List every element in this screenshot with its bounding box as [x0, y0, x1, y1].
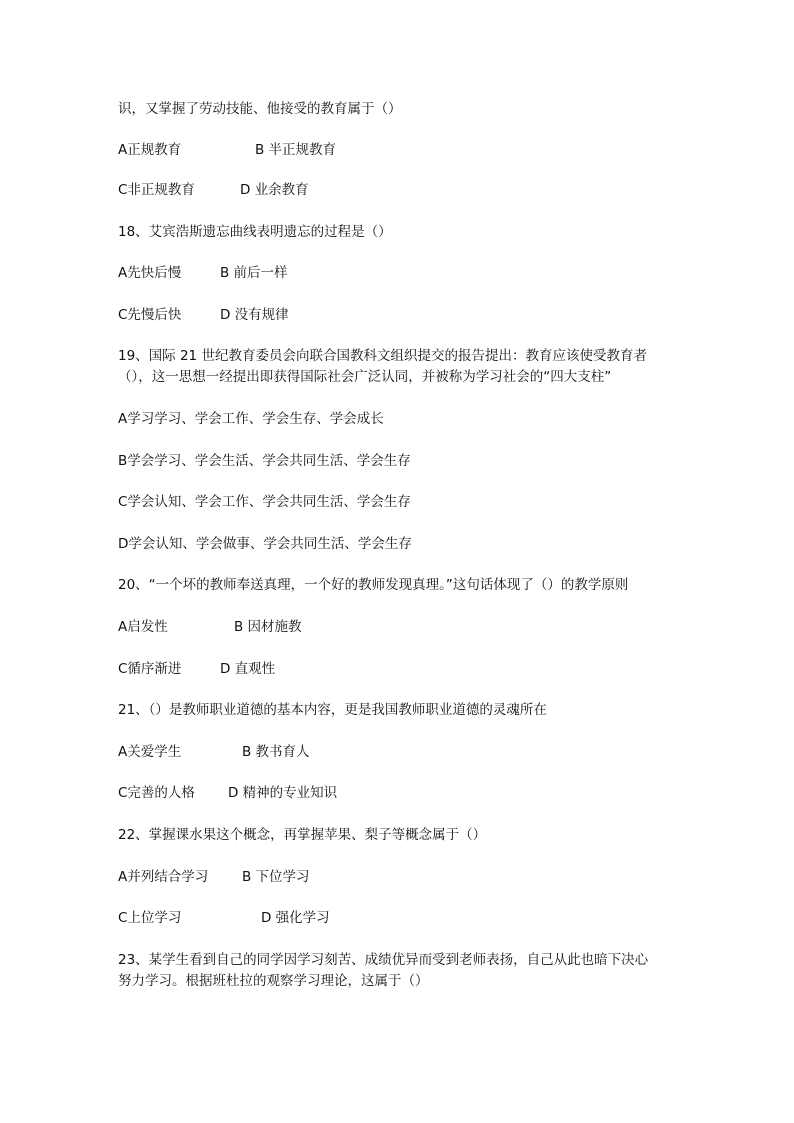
text-line: 23、某学生看到自己的同学因学习刻苦、成绩优异而受到老师表扬，自己从此也暗下决心 — [118, 952, 649, 968]
text-line: 识，又掌握了劳动技能、他接受的教育属于（） — [118, 101, 402, 117]
option-b: D 精神的专业知识 — [228, 785, 338, 801]
text-line: 18、艾宾浩斯遗忘曲线表明遗忘的过程是（） — [118, 224, 392, 240]
option-a: A先快后慢 — [118, 265, 182, 281]
option-b: D 没有规律 — [220, 307, 289, 323]
option-a: A关爱学生 — [118, 744, 182, 760]
option-a: C完善的人格 — [118, 785, 195, 801]
options-line — [118, 180, 309, 201]
option-a: A启发性 — [118, 619, 168, 635]
options-line — [118, 908, 330, 929]
options-line — [118, 305, 289, 326]
text-line: 20、“一个坏的教师奉送真理，一个好的教师发现真理。”这句话体现了（）的教学原则 — [118, 577, 629, 593]
option-b: D 直观性 — [220, 661, 276, 677]
options-line — [118, 659, 276, 680]
option-a: C上位学习 — [118, 910, 182, 926]
option-a: C非正规教育 — [118, 182, 195, 198]
option-a: A并列结合学习 — [118, 869, 209, 885]
option-b: B 半正规教育 — [255, 142, 337, 158]
options-line — [118, 742, 310, 763]
option-b: D 业余教育 — [240, 182, 309, 198]
option-b: D 强化学习 — [261, 910, 330, 926]
options-line — [118, 617, 302, 638]
option-a: C先慢后快 — [118, 307, 182, 323]
options-line — [118, 263, 288, 284]
text-line: 努力学习。根据班杜拉的观察学习理论，这属于（） — [118, 973, 429, 989]
text-line: B学会学习、学会生活、学会共同生活、学会生存 — [118, 453, 411, 469]
option-a: A正规教育 — [118, 142, 182, 158]
option-b: B 因材施教 — [234, 619, 302, 635]
option-b: B 前后一样 — [220, 265, 288, 281]
text-line: 21、（）是教师职业道德的基本内容，更是我国教师职业道德的灵魂所在 — [118, 702, 547, 718]
text-line: 19、国际 21 世纪教育委员会向联合国教科文组织提交的报告提出：教育应该使受教育者 — [118, 348, 647, 364]
text-line: 22、掌握课水果这个概念，再掌握苹果、梨子等概念属于（） — [118, 827, 487, 843]
text-line: A学习学习、学会工作、学会生存、学会成长 — [118, 411, 384, 427]
option-b: B 下位学习 — [242, 869, 310, 885]
options-line — [118, 867, 310, 888]
options-line — [118, 140, 337, 161]
options-line — [118, 783, 338, 804]
text-line: D学会认知、学会做事、学会共同生活、学会生存 — [118, 536, 412, 552]
option-b: B 教书育人 — [242, 744, 310, 760]
option-a: C循序渐进 — [118, 661, 182, 677]
text-line: C学会认知、学会工作、学会共同生活、学会生存 — [118, 494, 411, 510]
text-line: （），这一思想一经提出即获得国际社会广泛认同，并被称为学习社会的“四大支柱” — [118, 369, 612, 385]
